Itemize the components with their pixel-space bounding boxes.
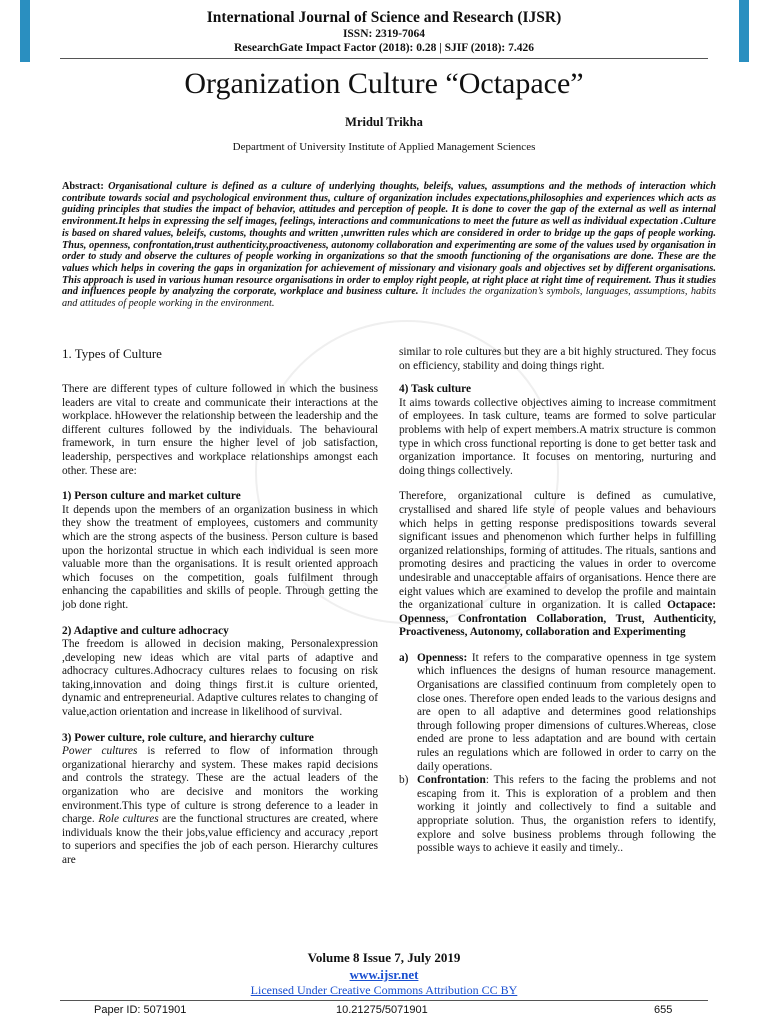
- abstract-label: Abstract:: [62, 181, 104, 192]
- header-rule: [60, 58, 708, 59]
- left-column: [62, 346, 378, 868]
- subsection-body-4: It aims towards collective objectives aiming to increase commitment of employees. In task culture, teams are formed to solve particular problems with help of expert members.A matrix structure is common type in which cross functional reporting is done to get better task and organization importance. It focuses on mentoring, nurturing and doing things collectively.: [399, 396, 716, 477]
- role-cultures-term: Role cultures: [98, 813, 159, 826]
- octapace-definition: Octapace: Openness, Confrontation Collaboration, Trust, Authenticity, Proactiveness, Autonomy, collaboration and Experimenting: [399, 599, 716, 639]
- abstract-tail: It includes the organization’s symbols, languages, assumptions, habits and attitudes of people working in the environment.: [62, 286, 716, 310]
- footer-doi: 10.21275/5071901: [336, 1004, 428, 1016]
- journal-impact: ResearchGate Impact Factor (2018): 0.28 | SJIF (2018): 7.426: [234, 42, 534, 54]
- subsection-body-3b: are the functional structures are created, where individuals know the their jobs,value efficiency and accuracy ,report to superiors and specifies the job of each person. Hierarchy cultures are: [62, 813, 378, 866]
- subsection-body-3: [62, 745, 378, 867]
- subsection-body-2: The freedom is allowed in decision making, Personalexpression ,developing new ideas which are vital parts of adaptive and adhocracy cultures.Adhocracy cultures relaes to focusing on risk taking,innovation and doing things first.it is culture oriented, dynamic and entrepreneurial. Adaptive cultures relates to changing of value,action orientation and increase in likelihood of survival.: [62, 638, 378, 719]
- subsection-heading-3: 3) Power culture, role culture, and hierarchy culture: [62, 731, 314, 744]
- power-cultures-term: Power cultures: [62, 745, 138, 758]
- subsection-heading-4: 4) Task culture: [399, 383, 471, 396]
- list-term: Openness:: [417, 651, 468, 664]
- list-marker: b): [399, 774, 409, 787]
- list-text: : This refers to the facing the problems and not escaping from it. This is exploration of a problem and then working it jointly and collectively to find a suitable and appropriate solution. Thus, the organistion refers to identify, explore and solve business problems through following the possible ways to achieve it easily and timely..: [417, 774, 716, 855]
- subsection-body-1: It depends upon the members of an organization business in which they show the treatment of employees, customers and community which are the strong aspects of the business. Person culture is based upon the horizontal structue in which each individual is seen more valuable more than the organisations. It is result oriented approach which focuses on the competition, goals fulfilment through enhancing the capabilities and skills of people. Through getting the job done right.: [62, 503, 378, 611]
- paper-title: Organization Culture “Octapace”: [184, 67, 584, 100]
- journal-name: International Journal of Science and Research (IJSR): [206, 9, 562, 26]
- list-term: Confrontation: [417, 774, 486, 787]
- footer-website-link[interactable]: www.ijsr.net: [349, 967, 419, 982]
- subsection-body-3a: is referred to flow of information through organizational hierarchy and system. These makes rapid decisions and controls the strategy. These are the actual leaders of the organization who are decisive and monitors the working environment.This type of culture is strong deference to a leader in charge.: [62, 745, 378, 826]
- journal-header: [0, 9, 768, 55]
- subsection-heading-1: 1) Person culture and market culture: [62, 490, 241, 503]
- abstract: [62, 181, 716, 310]
- section-heading: 1. Types of Culture: [62, 346, 162, 361]
- abstract-body: Organisational culture is defined as a culture of underlying thoughts, beleifs, values, assumptions and the methods of interaction which contribute towards social and psychological environment thus, culture of organization includes expectations,philosophies and experiences which acts as guiding principles that studies the impact of behavior, attitudes and perception of people. It is done to cover the gap of the external as well as internal environment.It helps in expressing the self images, feelings, interactions and communications to meet the future as well as individual expectation .Culture is based on shared values, beleifs, customs, thoughts and written ,unwritten rules which are considered in order to bridge up the gaps of people working. Thus, openness, confrontation,trust authenticity,proactiveness, autonomy collaboration and experimenting are some of the values used by organisation in order to study and observe the cultures of people working in organizations so that the smooth functioning of the organisations are done. These are the values which helps in covering the gaps in organization for achievement of missionary and visionary goals and objectives set by different organisations. This approach is used in various human resource organisations in order to employ right people, at right place at right time of requirement. Thus it studies and influences people by analyzing the corporate, workplace and business culture.: [62, 181, 716, 298]
- list-text: It refers to the comparative openness in tge system which influences the designs of human resource management. Organisations are classified continuum from completely open to close ones. Therefore open ended leads to the various designs and are open to all adaptive and determines good relationships through following proper dimensions of cultures.Whereas, close ended are prone to less adaptation and are bound with certain rules an regulations which are followed in order to carry on the daily operations.: [417, 651, 716, 773]
- list-marker: a): [399, 651, 409, 664]
- subsection-heading-2: 2) Adaptive and culture adhocracy: [62, 624, 229, 637]
- footer-volume: Volume 8 Issue 7, July 2019: [307, 950, 461, 965]
- octapace-paragraph: [399, 490, 716, 640]
- octapace-list: [399, 652, 716, 856]
- paper-department: Department of University Institute of Applied Management Sciences: [232, 141, 536, 153]
- footer-paper-id: Paper ID: 5071901: [94, 1004, 187, 1016]
- footer-license-link[interactable]: Licensed Under Creative Commons Attribution CC BY: [250, 983, 518, 997]
- list-item: [399, 774, 716, 856]
- right-column: [399, 346, 716, 856]
- footer-rule: [60, 1000, 708, 1001]
- continued-text: similar to role cultures but they are a bit highly structured. They focus on efficiency, stability and doing things right.: [399, 346, 716, 372]
- journal-issn: ISSN: 2319-7064: [342, 28, 426, 40]
- section-intro: There are different types of culture followed in which the business leaders are vital to create and communicate their interactions at the workplace. hHowever the relationship between the leadership and the different cultures followed by the individuals. The behavioural framework, in turn ensure the higher level of job satisfaction, leadership, perspectives and workplace relationships amongst each other. These are:: [62, 383, 378, 477]
- list-item: [399, 652, 716, 774]
- footer-page-number: 655: [654, 1004, 673, 1016]
- paper-author: Mridul Trikha: [345, 115, 423, 129]
- octapace-paragraph-body: Therefore, organizational culture is defined as cumulative, crystallised and shared life style of people values and behaviours which helps in getting response predispositions towards several significant issues and phenomenon which further helps in fulfilling organized relationships, forming of attitudes. The rituals, santions and promoting desires and practicing the values in order to overcome undesirable and unacceptable affairs of organisations. Hence there are eight values which are examined to develop the profile and maintain the organizational culture in organization. It is called: [399, 490, 716, 612]
